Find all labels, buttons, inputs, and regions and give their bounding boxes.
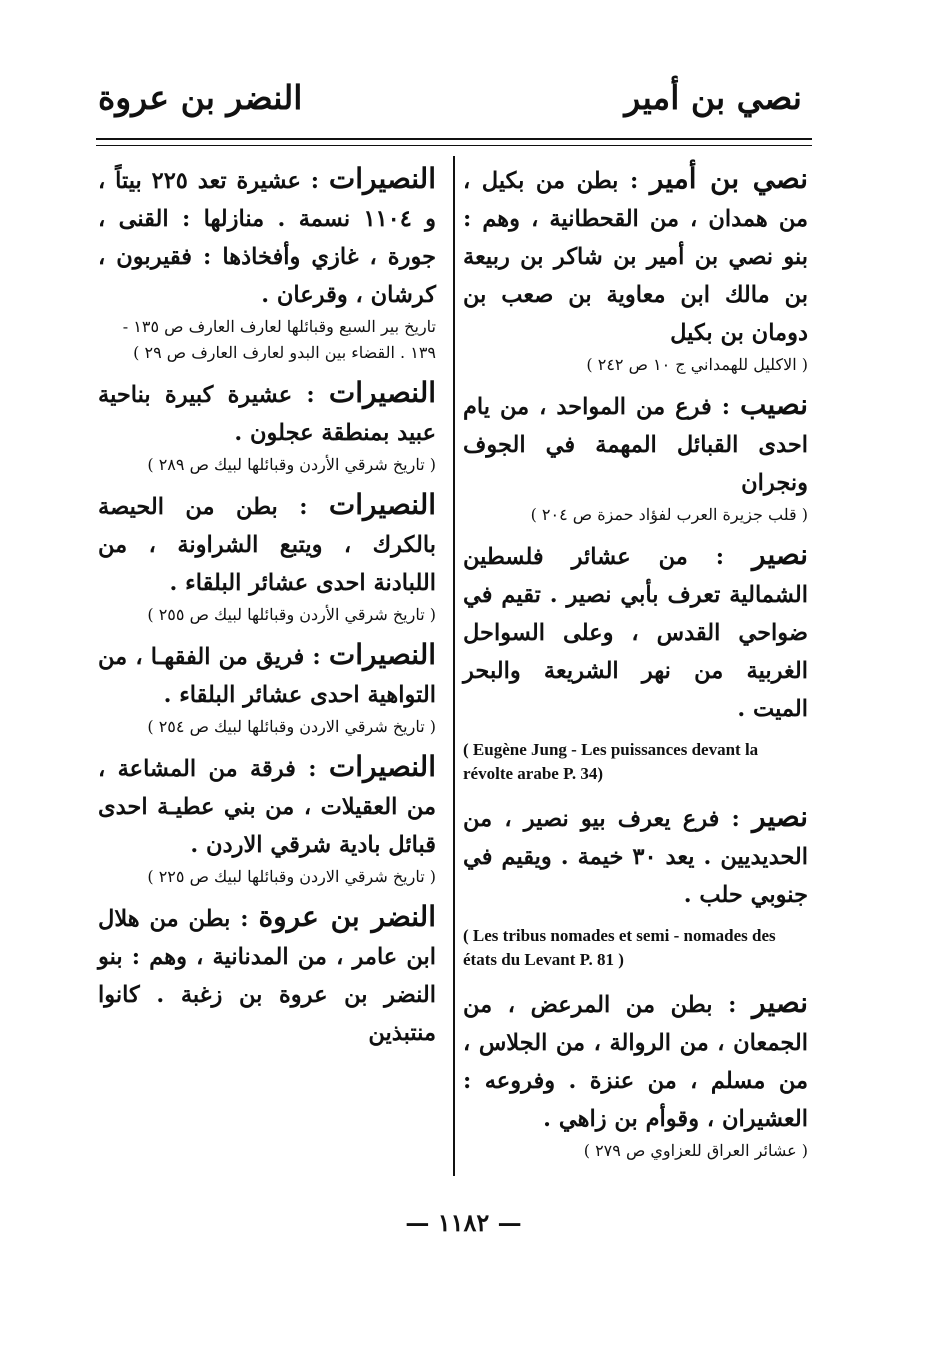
entry-text: : فريق من الفقهـا ، من التواهية احدى عشائر البلقاء . — [98, 644, 436, 708]
right-column — [463, 160, 808, 1172]
entry-headword: نصيب — [739, 388, 809, 421]
entry-headword: نصي بن أمير — [649, 162, 808, 195]
entry-text: : بطن من هلال ابن عامر ، من المدنانية ، وهم : بنو النضر بن عروة بن زغبة . كانوا منتبذين — [98, 906, 436, 1046]
entry-paragraph — [463, 160, 808, 352]
entry-headword: النصيرات — [328, 638, 436, 671]
left-column — [98, 160, 436, 1058]
entry-paragraph — [463, 984, 808, 1138]
entry — [463, 984, 808, 1164]
entry-paragraph — [98, 898, 436, 1052]
entry-paragraph — [98, 160, 436, 314]
entry-source: ( تاريخ شرقي الاردن وقبائلها لبيك ص ٢٢٥ ) — [147, 867, 436, 886]
entry-paragraph — [98, 486, 436, 602]
entry-text: : عشيرة كبيرة بناحية عبيد بمنطقة عجلون . — [98, 382, 436, 446]
entry-paragraph — [463, 536, 808, 728]
entry-paragraph — [98, 374, 436, 452]
entry-source: ( قلب جزيرة العرب لفؤاد حمزة ص ٢٠٤ ) — [530, 505, 808, 524]
running-header-right: نصي بن أمير — [624, 78, 802, 117]
running-header-left: النضر بن عروة — [98, 78, 303, 117]
entry — [98, 898, 436, 1052]
entry — [98, 160, 436, 366]
entry — [98, 748, 436, 890]
entry-source: تاريخ بير السبع وقبائلها لعارف العارف ص ١٣٥ - ١٣٩ . القضاء بين البدو لعارف العارف ص ٢٩ ) — [122, 317, 436, 362]
entry — [463, 160, 808, 378]
entry-text: : بطن من الحيصة بالكرك ، ويتبع الشراونة ، من اللبادنة احدى عشائر البلقاء . — [98, 494, 436, 596]
entry-text: : عشيرة تعد ٢٢٥ بيتاً ، و ١١٠٤ نسمة . منازلها : القنى ، جورة ، غازي وأفخاذها : فقيربون ، كرشان ، وقرعان . — [98, 168, 437, 308]
entry-source: ( Eugène Jung - Les puissances devant la révolte arabe P. 34) — [463, 740, 759, 783]
entry-headword: نصير — [752, 800, 808, 833]
entry — [463, 798, 808, 972]
entry-paragraph — [463, 386, 808, 502]
entry-headword: نصير — [752, 986, 808, 1019]
entry-source: ( تاريخ شرقي الأردن وقبائلها لبيك ص ٢٨٩ ) — [147, 455, 436, 474]
entry-text: : من عشائر فلسطين الشمالية تعرف بأبي نصير . تقيم في ضواحي القدس ، وعلى السواحل الغربية من نهر الشريعة والبحر الميت . — [463, 544, 808, 722]
entry-source: ( الاكليل للهمداني ج ١٠ ص ٢٤٢ ) — [586, 355, 808, 374]
entry — [98, 374, 436, 478]
entry-paragraph — [98, 636, 436, 714]
entry-paragraph — [98, 748, 436, 864]
entry-headword: النصيرات — [328, 750, 436, 783]
entry-headword: النصيرات — [328, 162, 436, 195]
header-rule-thin — [96, 145, 812, 146]
header-rule — [96, 138, 812, 140]
entry-headword: النصيرات — [328, 376, 436, 409]
entry-headword: النصيرات — [328, 488, 436, 521]
entry-text: : فرع يعرف بيو نصير ، من الحديديين . يعد ٣٠ خيمة . ويقيم في جنوبي حلب . — [463, 806, 809, 908]
entry-headword: النضر بن عروة — [258, 900, 436, 933]
entry — [463, 386, 808, 528]
page-number: — ١١٨٢ — — [405, 1208, 522, 1237]
column-divider — [453, 156, 455, 1176]
entry — [463, 536, 808, 786]
entry-source: ( تاريخ شرقي الاردن وقبائلها لبيك ص ٢٥٤ ) — [147, 717, 436, 736]
entry-source: ( تاريخ شرقي الأردن وقبائلها لبيك ص ٢٥٥ ) — [147, 605, 436, 624]
entry-source: ( عشائر العراق للعزاوي ص ٢٧٩ ) — [583, 1141, 808, 1160]
entry-source: ( Les tribus nomades et semi - nomades des états du Levant P. 81 ) — [463, 926, 776, 969]
entry-text: : فرع من المواحد ، من يام احدى القبائل المهمة في الجوف ونجران — [463, 394, 808, 496]
entry-text: : بطن من المرعض ، من الجمعان ، من الروالة ، من الجلاس ، من مسلم ، من عنزة . وفروعه : العشيران ، وقوأم بن زاهي . — [463, 992, 808, 1132]
entry — [98, 486, 436, 628]
entry-text: : بطن من بكيل ، من همدان ، من القحطانية ، وهم : بنو نصي بن أمير بن شاكر بن ربيعة بن مالك ابن معاوية بن صعب بن دومان بن بكيل — [463, 168, 808, 346]
entry-text: : فرقة من المشاعة ، من العقيلات ، من بني عطيـة احدى قبائل بادية شرقي الاردن . — [98, 756, 436, 858]
entry-paragraph — [463, 798, 808, 914]
entry-headword: نصير — [752, 538, 808, 571]
entry — [98, 636, 436, 740]
